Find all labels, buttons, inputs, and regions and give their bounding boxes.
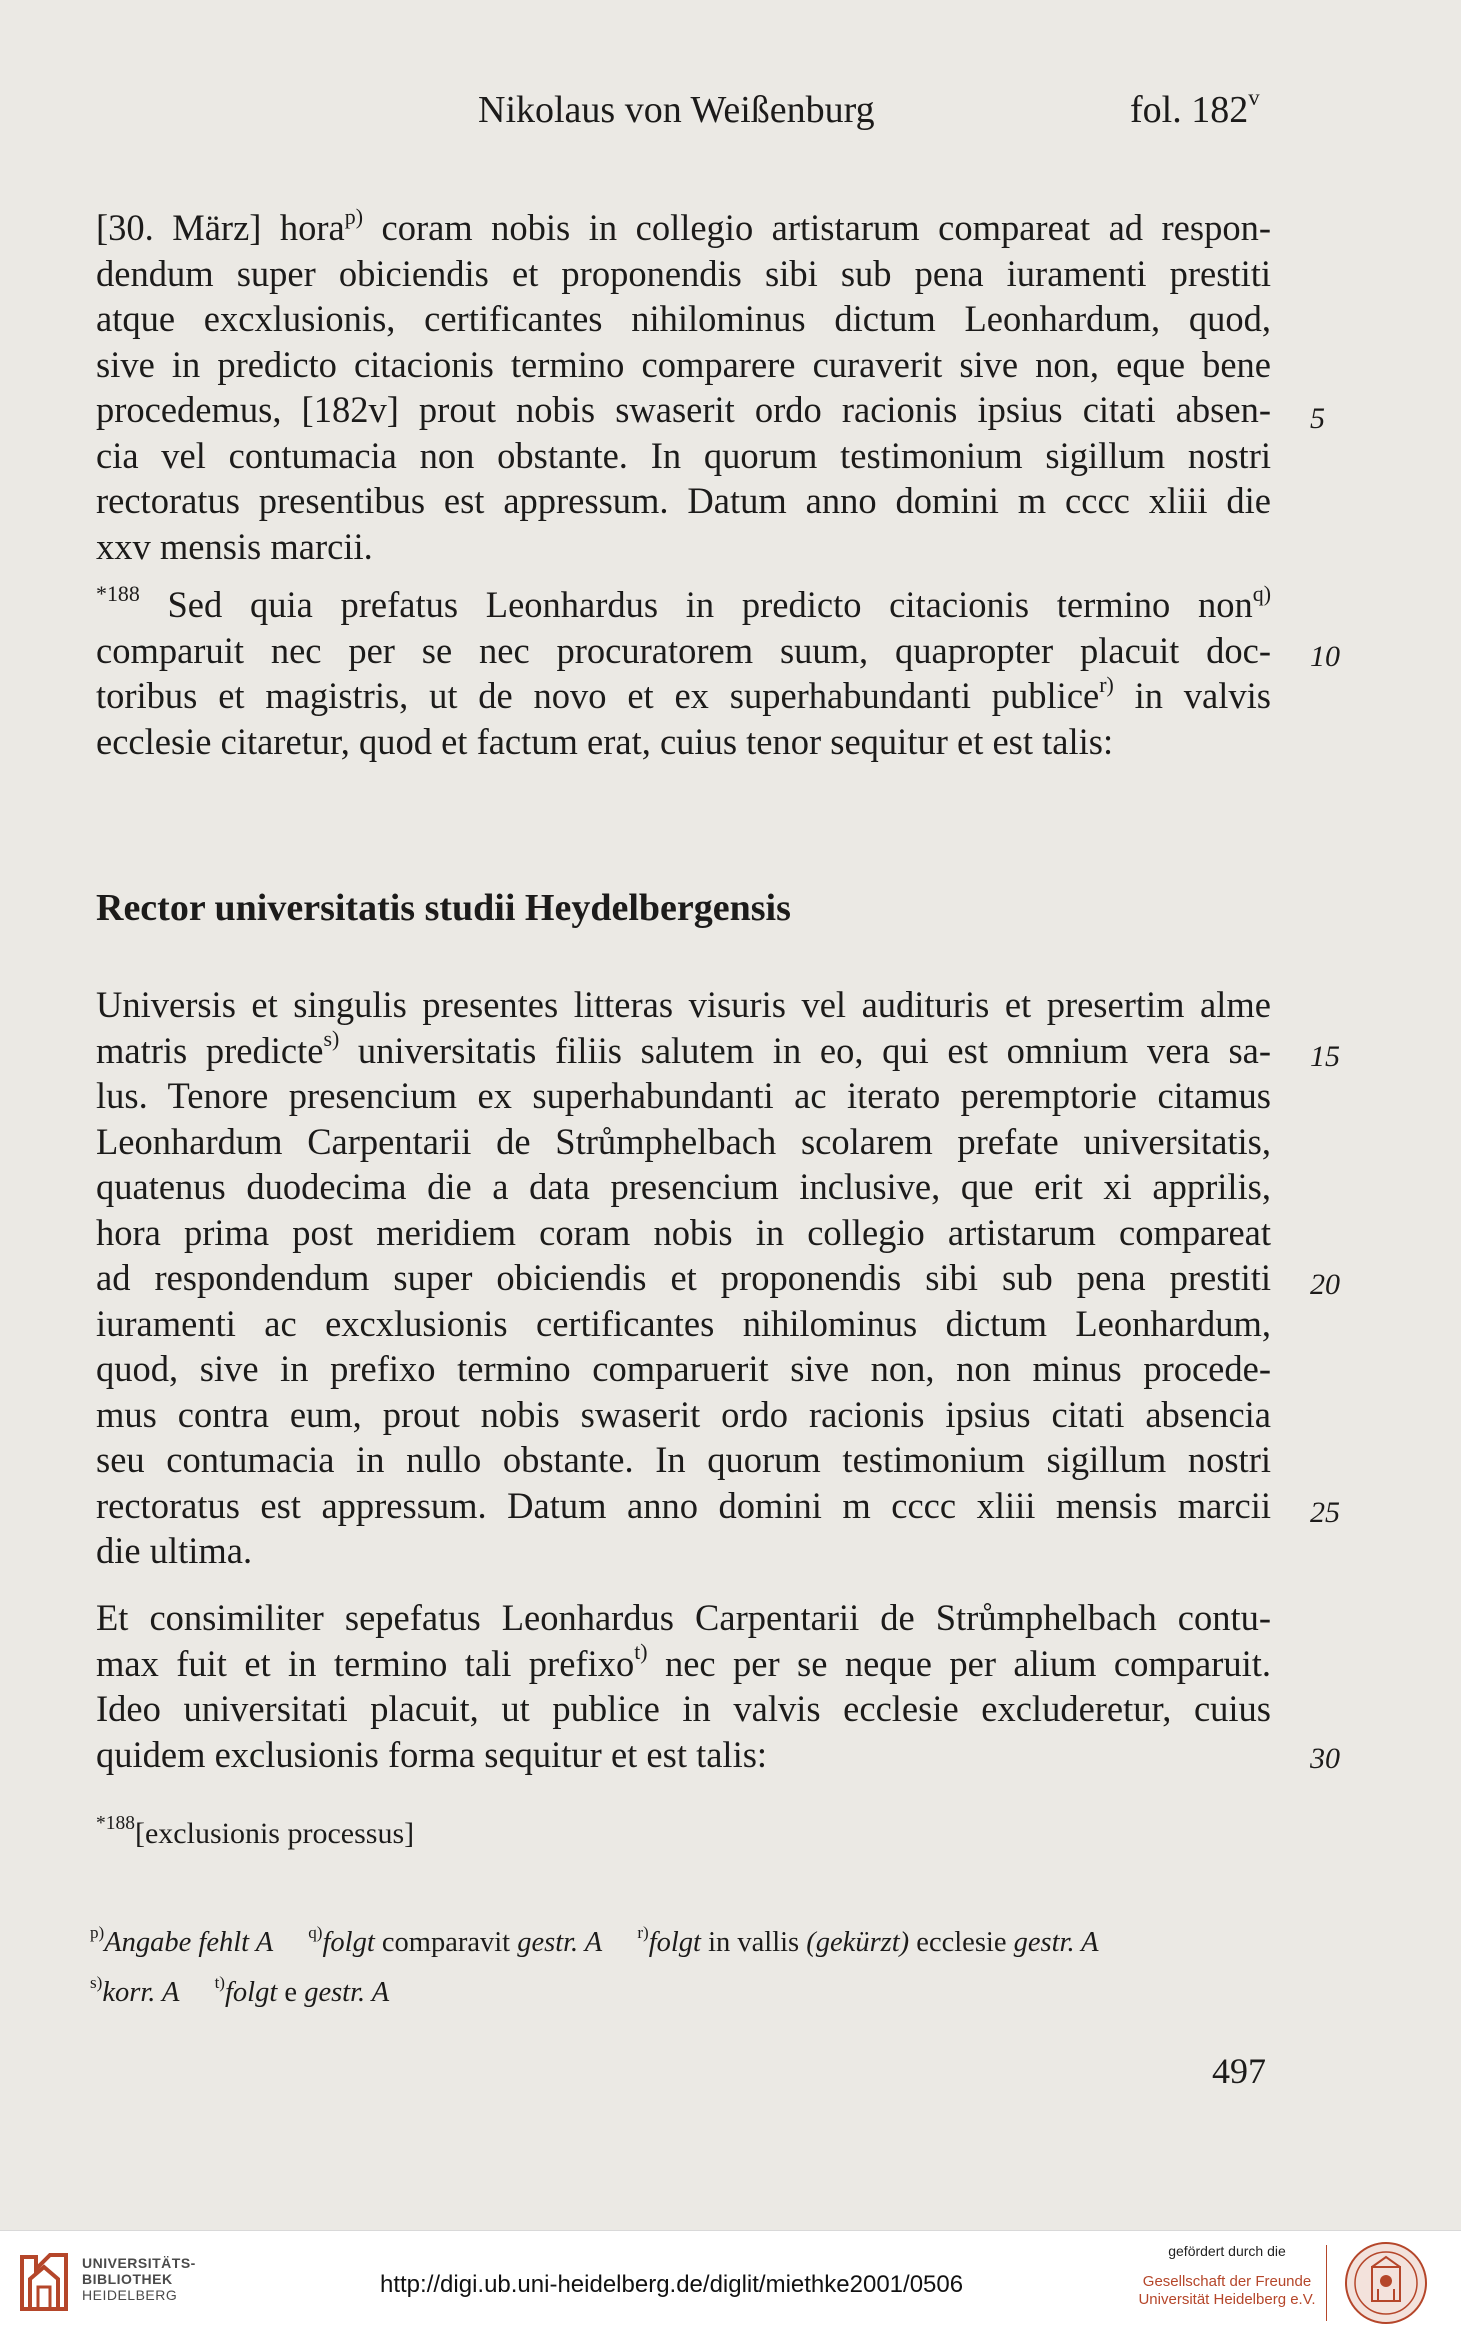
footnote-ref-r: r) [1099, 671, 1114, 697]
text-line: Et consimiliter sepefatus Leonhardus Carpentarii de Strůmphelbach contu- [96, 1597, 1271, 1638]
footnote-line-1 [90, 1918, 1270, 1968]
library-name-line-2: BIBLIOTHEK [82, 2271, 173, 2287]
text-line: toribus et magistris, ut de novo et ex superhabundanti publice$^{r)}$ in valvis [96, 671, 1271, 716]
footnote-ref-t: t) [634, 1639, 648, 1665]
footer-divider [1326, 2245, 1327, 2321]
text-line: sive in predicto citacionis termino comparere curaverit sive non, eque bene [96, 343, 1271, 385]
text-line: quod, sive in prefixo termino comparuerit sive non, non minus procede- [96, 1348, 1271, 1389]
text-line: ecclesie citaretur, quod et factum erat, cuius tenor sequitur et est talis: [96, 720, 1114, 762]
page-number: 497 [1212, 2051, 1266, 2091]
sponsor-intro: gefördert durch die [1168, 2243, 1286, 2259]
library-name-line-1: UNIVERSITÄTS- [82, 2255, 196, 2271]
sponsor-block [1132, 2243, 1322, 2309]
sponsor-name-line-1: Gesellschaft der Freunde [1142, 2273, 1312, 2290]
footnote-q: $^{q)}$folgt comparavit gestr. A [308, 1922, 603, 1958]
folio-label [1130, 84, 1260, 132]
text-line: max fuit et in termino tali prefixo$^{t)}$ nec per se neque per alium comparuit. [96, 1639, 1271, 1684]
text-line: comparuit nec per se nec procuratorem suum, quapropter placuit doc- [96, 629, 1271, 671]
library-name-line-3: HEIDELBERG [82, 2287, 178, 2303]
footnote-line-2 [90, 1968, 1270, 2018]
text-line: die ultima. [96, 1530, 253, 1571]
footnote-p: $^{p)}$Angabe fehlt A [90, 1922, 274, 1958]
text-line: $^{*188}$ Sed quia prefatus Leonhardus in predicto citacionis termino non$^{q)}$ [96, 580, 1271, 625]
text-line: procedemus, [182v] prout nobis swaserit ordo racionis ipsius citati absen- [96, 389, 1271, 430]
text-line: cia vel contumacia non obstante. In quorum testimonium sigillum nostri [96, 434, 1271, 476]
footnotes [90, 1918, 1270, 2018]
folio-side: v [1248, 84, 1260, 110]
text-line: quidem exclusionis forma sequitur et est talis: [96, 1733, 768, 1775]
footer-bar [0, 2230, 1461, 2332]
footnote-t: $^{t)}$folgt e gestr. A [214, 1972, 390, 2008]
sidenote-marker: *188 [96, 1813, 135, 1835]
sidenote-marker: *188 [96, 580, 140, 606]
text-line: dendum super obiciendis et proponendis sibi sub pena iuramenti prestiti [96, 252, 1271, 294]
text-line: xxv mensis marcii. [96, 525, 373, 567]
text-line: hora prima post meridiem coram nobis in collegio artistarum compareat [96, 1211, 1271, 1253]
footnote-ref-q: q) [1252, 580, 1271, 606]
line-number-30: 30 [1310, 1742, 1340, 1775]
line-number-25: 25 [1310, 1496, 1340, 1529]
text-line: atque excxlusionis, certificantes nihilominus dictum Leonhardum, quod, [96, 298, 1271, 339]
text-line: matris predicte$^{s)}$ universitatis filiis salutem in eo, qui est omnium vera sa- [96, 1026, 1272, 1071]
text-line: ad respondendum super obiciendis et proponendis sibi sub pena prestiti [96, 1257, 1271, 1298]
text-line: rectoratus est appressum. Datum anno domini m cccc xliii mensis marcii [96, 1484, 1271, 1526]
library-name [82, 2255, 196, 2303]
footnote-s: $^{s)}$korr. A [90, 1972, 180, 2008]
sidenote-text: [exclusionis processus] [135, 1817, 415, 1850]
text-line: Universis et singulis presentes litteras visuris vel audituris et presertim alme [96, 984, 1271, 1025]
text-line: lus. Tenore presencium ex superhabundanti ac iterato peremptorie citamus [96, 1075, 1271, 1116]
sidenote [96, 1813, 415, 1851]
line-number-20: 20 [1310, 1268, 1340, 1301]
text-line: iuramenti ac excxlusionis certificantes nihilominus dictum Leonhardum, [96, 1302, 1271, 1344]
footnote-ref-s: s) [323, 1026, 340, 1052]
text-line: rectoratus presentibus est appressum. Datum anno domini m cccc xliii die [96, 480, 1271, 521]
paragraph-1 [96, 205, 1271, 569]
paragraph-4 [96, 1595, 1271, 1777]
paragraph-2 [96, 582, 1271, 764]
footnote-r: $^{r)}$folgt in vallis (gekürzt) ecclesie gestr. A [637, 1922, 1099, 1958]
text-line: seu contumacia in nullo obstante. In quorum testimonium sigillum nostri [96, 1439, 1271, 1480]
permalink-url[interactable]: http://digi.ub.uni-heidelberg.de/diglit/miethke2001/0506 [380, 2271, 964, 2298]
paragraph-3 [96, 982, 1271, 1574]
sponsor-name-line-2: Universität Heidelberg e.V. [1138, 2291, 1316, 2308]
university-seal-icon [1344, 2241, 1428, 2325]
line-number-15: 15 [1310, 1040, 1340, 1073]
text-line: Ideo universitati placuit, ut publice in valvis ecclesie excluderetur, cuius [96, 1688, 1271, 1729]
running-head [0, 84, 1461, 138]
line-number-5: 5 [1310, 402, 1325, 435]
section-heading: Rector universitatis studii Heydelbergensis [96, 887, 791, 929]
text-line: Leonhardum Carpentarii de Strůmphelbach scolarem prefate universitatis, [96, 1120, 1271, 1162]
folio-number: fol. 182 [1130, 89, 1249, 131]
footnote-ref-p: p) [344, 203, 364, 229]
text-line: [30. März] hora$^{p)}$ coram nobis in collegio artistarum compareat ad respon- [96, 203, 1271, 248]
text-line: quatenus duodecima die a data presencium inclusive, que erit xi apprilis, [96, 1166, 1271, 1207]
library-logo-icon [16, 2249, 72, 2315]
running-title: Nikolaus von Weißenburg [478, 89, 875, 131]
line-number-10: 10 [1310, 640, 1340, 673]
text-line: mus contra eum, prout nobis swaserit ordo racionis ipsius citati absencia [96, 1393, 1271, 1435]
